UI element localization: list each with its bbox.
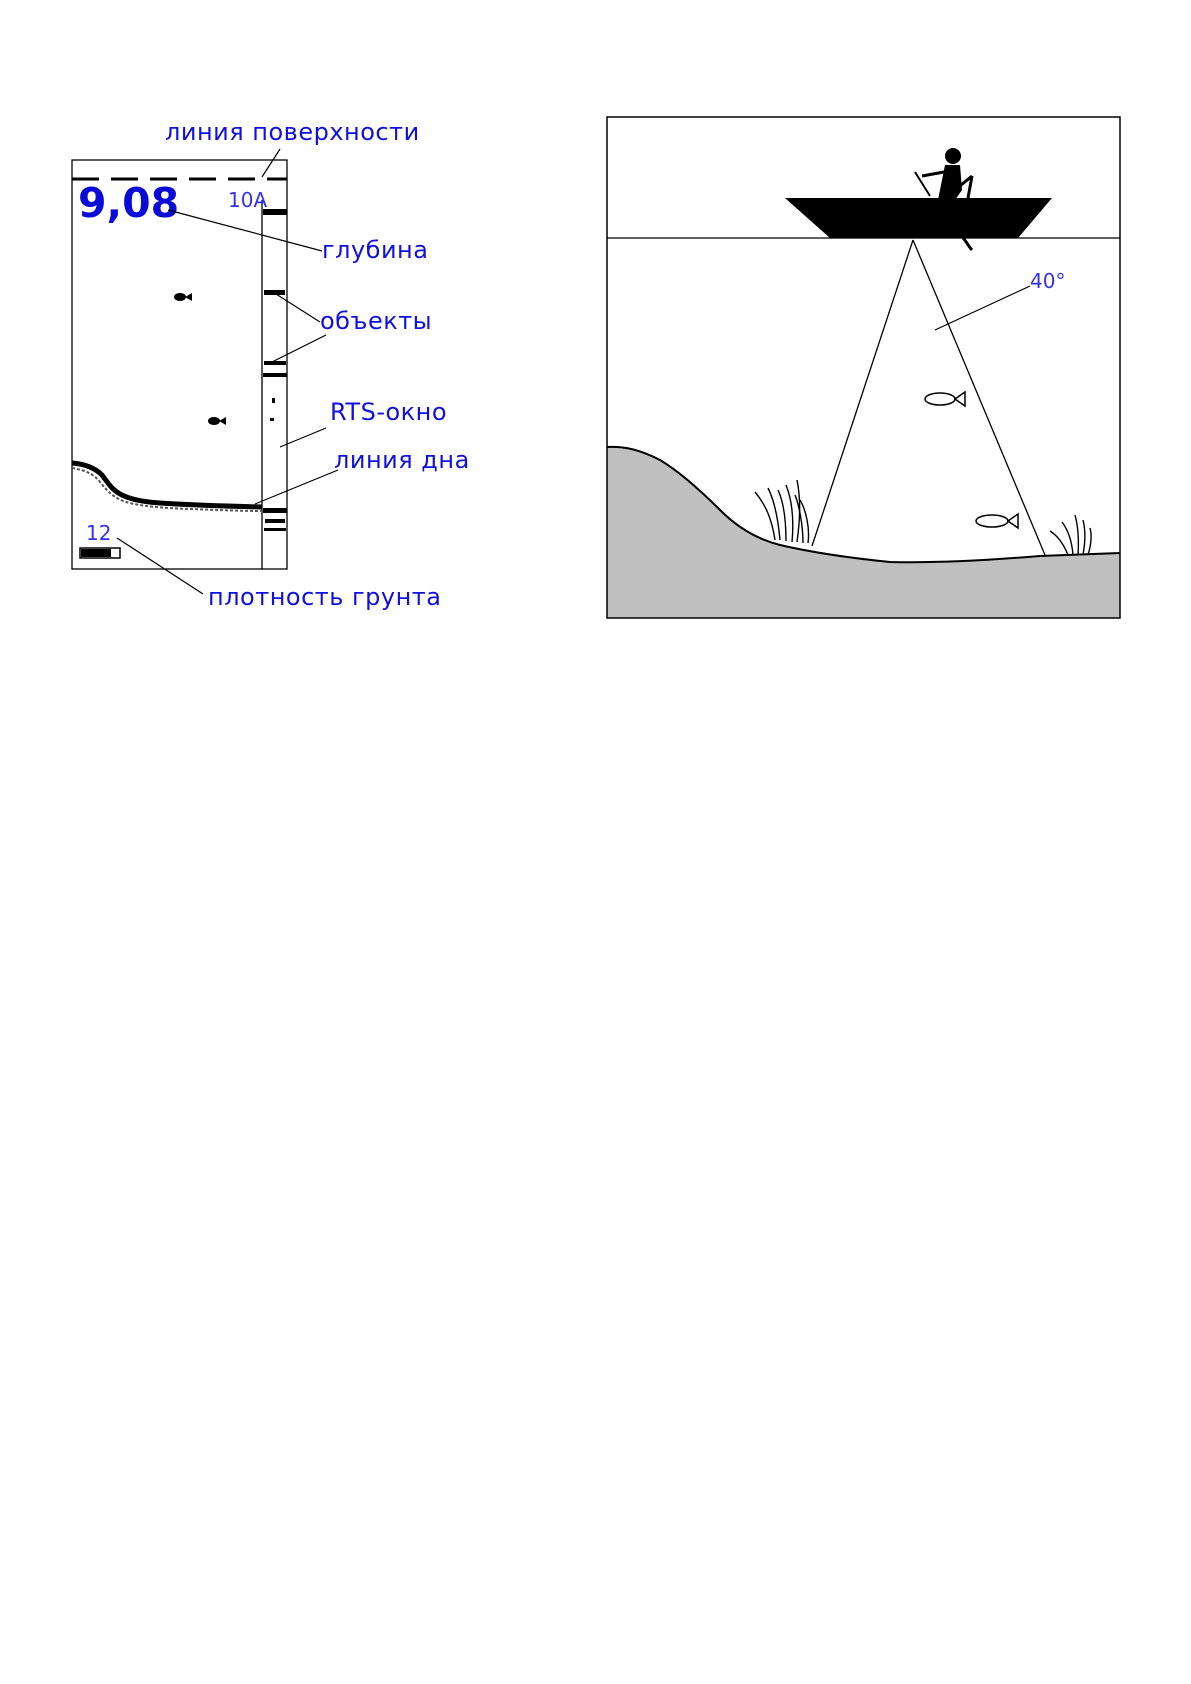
rts-return: [272, 398, 275, 403]
beam-angle-label: 40°: [1030, 269, 1066, 293]
range-indicator: 10A: [228, 188, 268, 212]
lake-bottom-ground: [607, 447, 1120, 618]
cone-diagram: [607, 117, 1120, 618]
rts-return: [270, 418, 274, 421]
weeds-right-icon: [1050, 515, 1091, 555]
boat-hull: [785, 198, 1052, 238]
label-bottom-line: линия дна: [334, 446, 470, 474]
rts-return: [263, 508, 287, 513]
label-objects: объекты: [320, 307, 433, 335]
leader-beam-angle: [935, 286, 1030, 330]
label-depth: глубина: [322, 236, 429, 264]
angler-icon: [915, 148, 972, 200]
weeds-left-icon: [755, 480, 809, 543]
rts-return: [264, 290, 285, 295]
fish-icon: [925, 392, 965, 406]
label-rts-window: RTS-окно: [330, 398, 448, 426]
transducer-cable: [963, 238, 972, 250]
rts-return: [264, 361, 286, 365]
rts-return: [265, 519, 285, 523]
ground-density-bar-fill: [81, 549, 111, 557]
depth-readout: 9,08: [78, 179, 180, 227]
label-surface-line: линия поверхности: [165, 118, 420, 146]
rts-return: [263, 373, 287, 377]
fish-icon: [976, 514, 1018, 528]
rts-return: [264, 528, 286, 531]
sonar-screen: [72, 160, 287, 569]
label-ground-density: плотность грунта: [208, 583, 442, 611]
ground-density-value: 12: [86, 521, 112, 545]
beam-edge-left: [812, 240, 913, 546]
